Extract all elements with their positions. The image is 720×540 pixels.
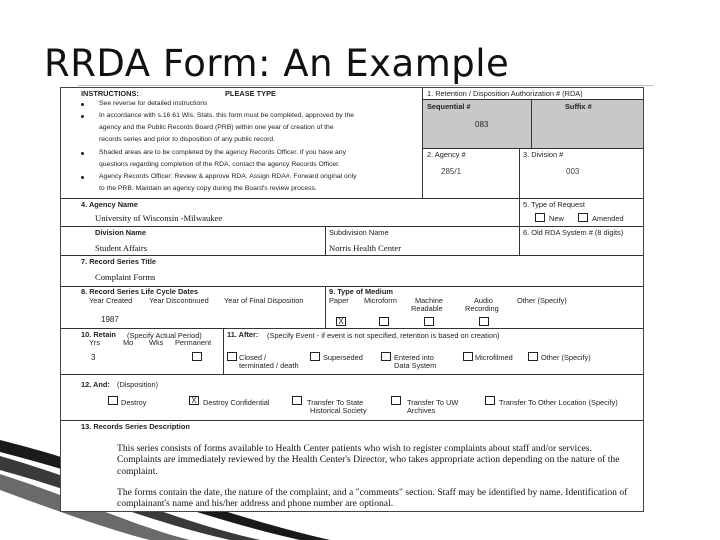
closed-checkbox[interactable] <box>227 352 237 361</box>
paper-checkbox[interactable]: X <box>336 317 346 326</box>
year-final-label: Year of Final Disposition <box>224 296 304 305</box>
slide-title: RRDA Form: An Example <box>44 42 510 85</box>
microform-checkbox[interactable] <box>379 317 389 326</box>
transfer-uw-checkbox[interactable] <box>391 396 401 405</box>
instruction-line: In accordance with s.16.61 Wis. Stats. this form must be completed, approved by the <box>99 112 355 119</box>
instruction-line: Shaded areas are to be completed by the agency Records Officer. If you have any <box>99 149 346 156</box>
agency-name-value: University of Wisconsin -Milwaukee <box>95 213 223 223</box>
readable-label: Readable <box>411 304 443 313</box>
division-name-value: Student Affairs <box>95 243 148 253</box>
type-of-medium-label: 9. Type of Medium <box>329 287 393 296</box>
destroy-confidential-label: Destroy Confidential <box>203 398 270 407</box>
terminated-label: terminated / death <box>239 361 299 370</box>
agency-name-label: 4. Agency Name <box>81 200 138 209</box>
entered-label: Entered into <box>394 353 434 362</box>
transfer-other-label: Transfer To Other Location (Specify) <box>499 398 618 407</box>
suffix-label: Suffix # <box>565 102 592 111</box>
microfilmed-label: Microfilmed <box>475 353 513 362</box>
paper-label: Paper <box>329 296 349 305</box>
transfer-state-label: Transfer To State <box>307 398 364 407</box>
mo-label: Mo <box>123 338 134 347</box>
instructions-label: INSTRUCTIONS: <box>81 89 139 98</box>
agency-number-label: 2. Agency # <box>427 150 466 159</box>
machine-readable-checkbox[interactable] <box>424 317 434 326</box>
microfilmed-checkbox[interactable] <box>463 352 473 361</box>
description-paragraph-1: This series consists of forms available to Health Center patients who wish to register complaints about staff and/or services. Complaints are immediately reviewed by the Health Center's Director, who takes appropriate action depending on the nature of the complaint. <box>117 443 620 477</box>
division-number-label: 3. Division # <box>523 150 564 159</box>
entered-data-system-checkbox[interactable] <box>381 352 391 361</box>
records-description-label: 13. Records Series Description <box>81 422 190 431</box>
closed-label: Closed / <box>239 353 267 362</box>
instruction-line: questions regarding completion of the RDA, contact the agency Records Officer. <box>99 161 340 168</box>
after-sub-label: (Specify Event - if event is not specified, retention is based on creation) <box>267 331 500 340</box>
description-paragraph-2: The forms contain the date, the nature of the complaint, and a "comments" section. Staff may be identified by name. Identification of complainant's name and his/her address and phone number are optional. <box>117 487 628 510</box>
instruction-line: See reverse for detailed instructions <box>99 100 208 107</box>
superseded-checkbox[interactable] <box>310 352 320 361</box>
historical-society-label: Historical Society <box>310 406 367 415</box>
division-name-label: Division Name <box>95 228 146 237</box>
amended-checkbox[interactable] <box>578 213 588 222</box>
sequential-label: Sequential # <box>427 102 471 111</box>
yrs-label: Yrs <box>89 338 101 347</box>
old-rda-label: 6. Old RDA System # (8 digits) <box>523 228 624 237</box>
destroy-checkbox[interactable] <box>108 396 118 405</box>
audio-recording-checkbox[interactable] <box>479 317 489 326</box>
agency-number-value: 285/1 <box>441 167 462 176</box>
instruction-line: records series and prior to disposition of any public record. <box>99 136 276 143</box>
destroy-confidential-checkbox[interactable]: X <box>189 396 199 405</box>
permanent-checkbox[interactable] <box>192 352 202 361</box>
instruction-line: agency and the Public Records Board (PRB) within one year of creation of the <box>99 124 334 131</box>
archives-label: Archives <box>407 406 436 415</box>
year-created-label: Year Created <box>89 296 133 305</box>
yrs-value: 3 <box>91 353 96 362</box>
audio-label: Audio <box>474 296 493 305</box>
transfer-state-checkbox[interactable] <box>292 396 302 405</box>
title-rule <box>78 85 653 86</box>
wks-label: Wks <box>149 338 164 347</box>
after-label: 11. After: <box>227 330 259 339</box>
life-cycle-dates-label: 8. Record Series Life Cycle Dates <box>81 287 199 296</box>
instruction-line: to the PRB. Maintain an agency copy during the Board's review process. <box>99 185 317 192</box>
superseded-label: Superseded <box>323 353 363 362</box>
machine-label: Machine <box>415 296 443 305</box>
transfer-other-checkbox[interactable] <box>485 396 495 405</box>
retain-label: 10. Retain <box>81 330 116 339</box>
other-event-label: Other (Specify) <box>541 353 591 362</box>
disposition-sub-label: (Disposition) <box>117 380 159 389</box>
retain-sub-label: (Specify Actual Period) <box>127 331 202 340</box>
new-label: New <box>549 214 564 223</box>
microform-label: Microform <box>364 296 397 305</box>
other-medium-label: Other (Specify) <box>517 296 567 305</box>
amended-label: Amended <box>592 214 624 223</box>
year-discontinued-label: Year Discontinued <box>149 296 209 305</box>
rda-number-label: 1. Retention / Disposition Authorization # (RDA) <box>427 89 583 98</box>
recording-label: Recording <box>465 304 499 313</box>
subdivision-name-value: Norris Health Center <box>329 243 402 253</box>
subdivision-name-label: Subdivision Name <box>329 228 389 237</box>
destroy-label: Destroy <box>121 398 147 407</box>
data-system-label: Data System <box>394 361 437 370</box>
new-checkbox[interactable] <box>535 213 545 222</box>
disposition-label: 12. And: <box>81 380 110 389</box>
transfer-uw-label: Transfer To UW <box>407 398 459 407</box>
sequential-value: 083 <box>475 120 489 129</box>
record-series-title-value: Complaint Forms <box>95 272 156 282</box>
type-of-request-label: 5. Type of Request <box>523 200 585 209</box>
permanent-label: Permanent <box>175 338 212 347</box>
instruction-line: Agency Records Officer: Review & approve RDA. Assign RDA#. Forward original only <box>99 173 357 180</box>
record-series-title-label: 7. Record Series Title <box>81 257 157 266</box>
please-type-label: PLEASE TYPE <box>225 89 276 98</box>
rrda-form <box>60 87 644 512</box>
other-event-checkbox[interactable] <box>528 352 538 361</box>
division-number-value: 003 <box>566 167 580 176</box>
year-created-value: 1987 <box>101 315 119 324</box>
